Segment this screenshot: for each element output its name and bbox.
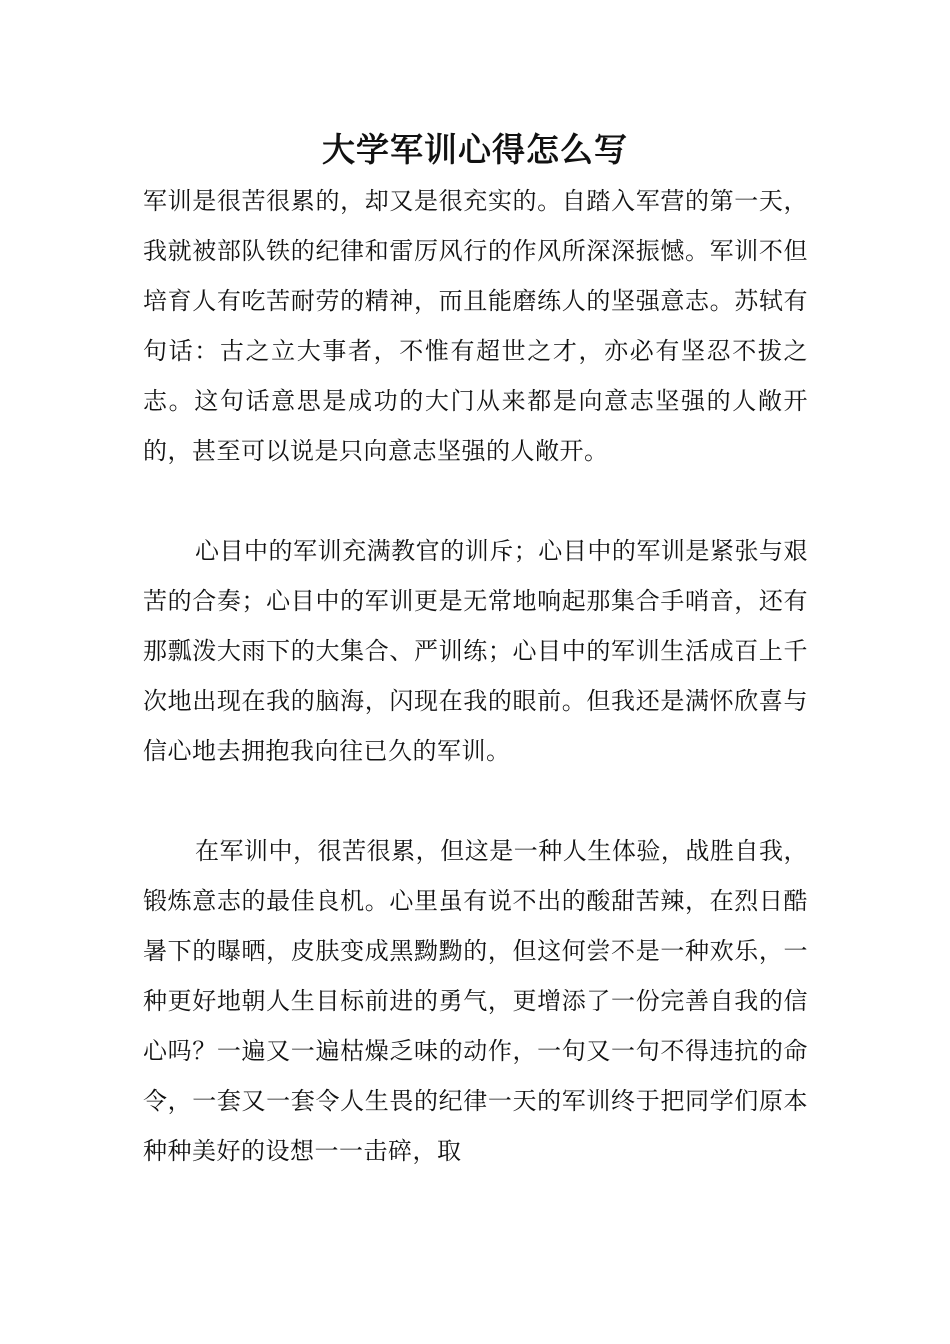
paragraph-spacer <box>143 776 808 826</box>
paragraph-spacer <box>143 476 808 526</box>
paragraph-3: 在军训中，很苦很累，但这是一种人生体验，战胜自我，锻炼意志的最佳良机。心里虽有说不出的酸甜苦辣，在烈日酷暑下的曝晒，皮肤变成黑黝黝的，但这何尝不是一种欢乐，一种更好地朝人生目标前进的勇气，更增添了一份完善自我的信心吗？一遍又一遍枯燥乏味的动作，一句又一句不得违抗的命令，一套又一套令人生畏的纪律一天的军训终于把同学们原本种种美好的设想一一击碎，取 <box>143 837 808 1165</box>
paragraph-1: 军训是很苦很累的，却又是很充实的。自踏入军营的第一天，我就被部队铁的纪律和雷厉风行的作风所深深振憾。军训不但培育人有吃苦耐劳的精神，而且能磨练人的坚强意志。苏轼有句话：古之立大事者，不惟有超世之才，亦必有坚忍不拔之志。这句话意思是成功的大门从来都是向意志坚强的人敞开的，甚至可以说是只向意志坚强的人敞开。 <box>143 187 808 465</box>
document-title: 大学军训心得怎么写 <box>322 130 628 169</box>
document-body <box>143 176 808 1176</box>
paragraph-2: 心目中的军训充满教官的训斥；心目中的军训是紧张与艰苦的合奏；心目中的军训更是无常地响起那集合手哨音，还有那瓢泼大雨下的大集合、严训练；心目中的军训生活成百上千次地出现在我的脑海，闪现在我的眼前。但我还是满怀欣喜与信心地去拥抱我向往已久的军训。 <box>143 537 808 765</box>
